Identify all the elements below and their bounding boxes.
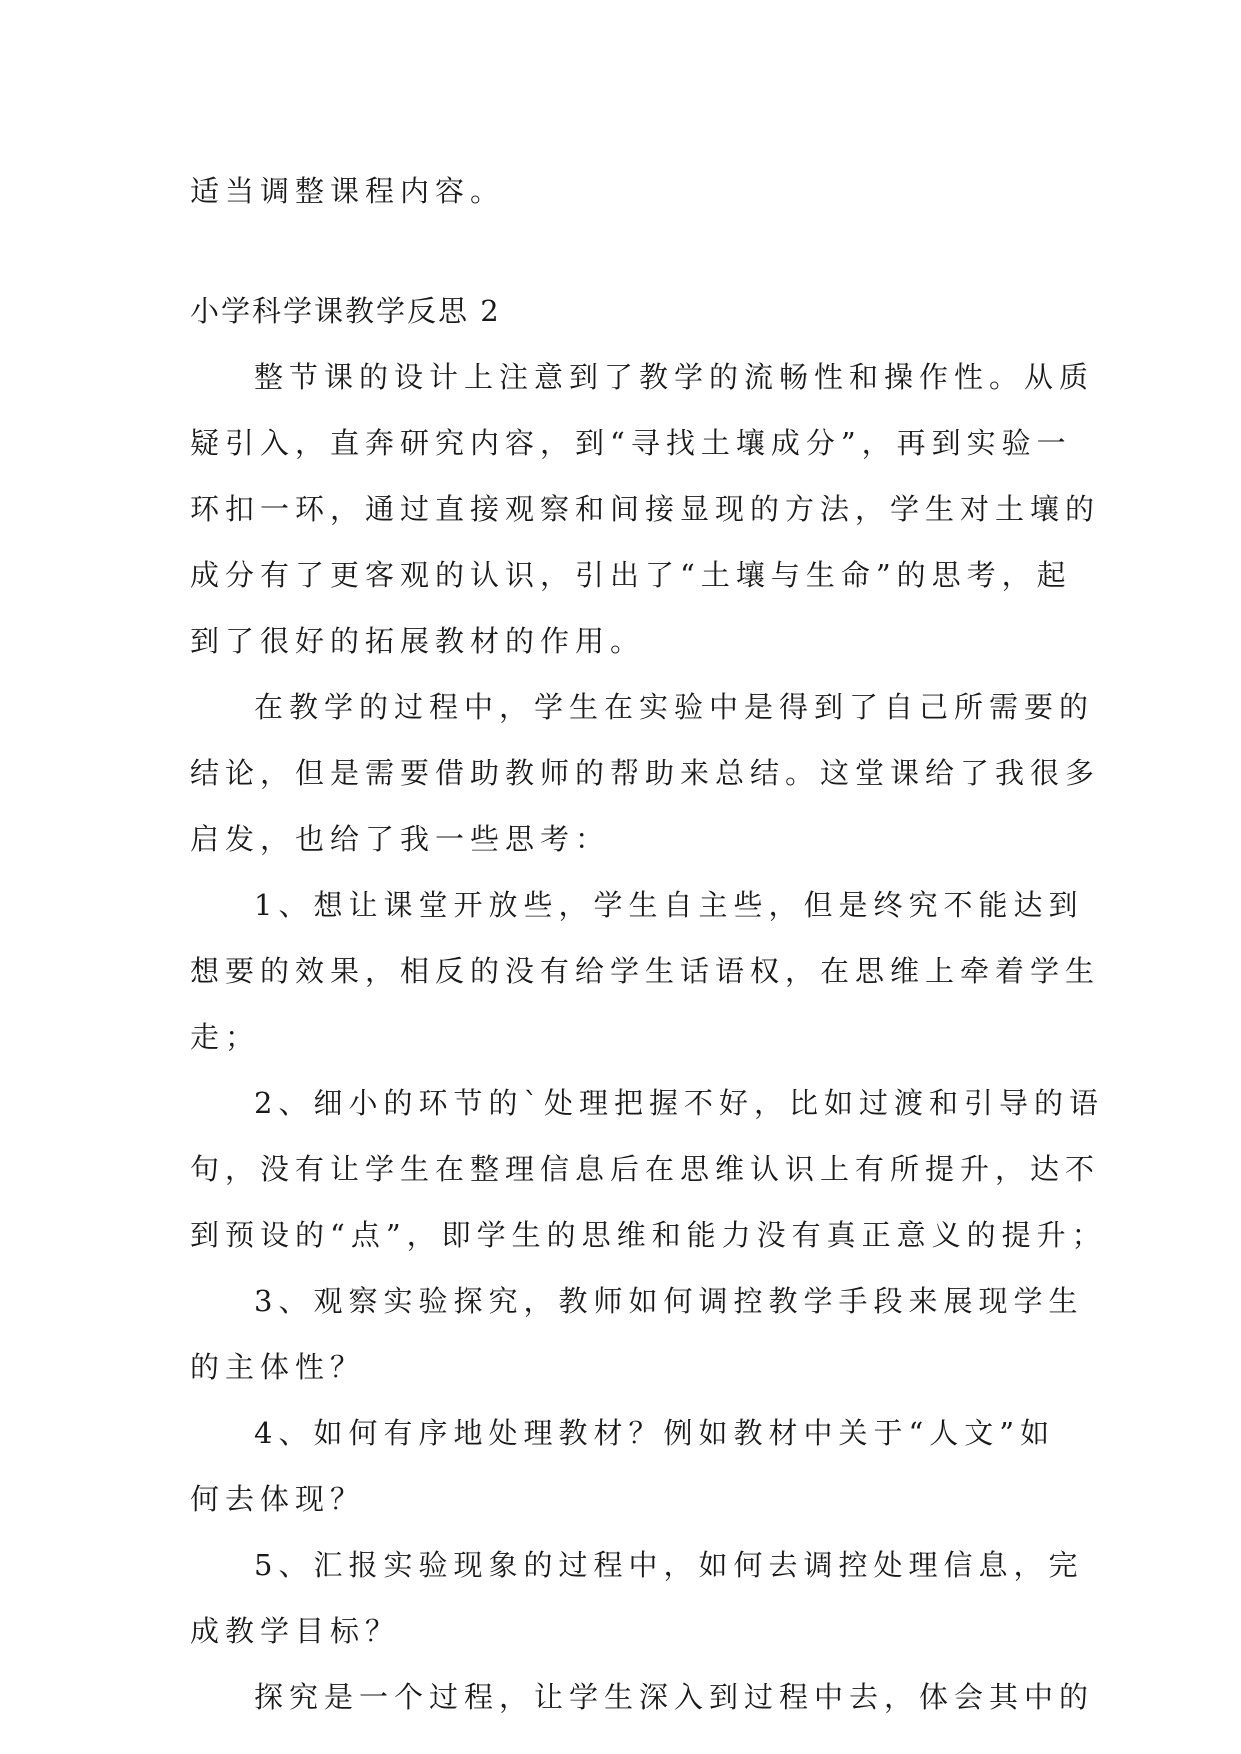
text-line: 1、想让课堂开放些，学生自主些，但是终究不能达到 [254, 888, 1084, 922]
text-line: 整节课的设计上注意到了教学的流畅性和操作性。从质 [254, 360, 1095, 394]
continuation-line: 适当调整课程内容。 [190, 174, 506, 208]
text-line: 探究是一个过程，让学生深入到过程中去，体会其中的 [254, 1680, 1095, 1714]
text-line: 疑引入，直奔研究内容，到“寻找土壤成分”，再到实验一 [190, 426, 1072, 460]
text-line: 启发，也给了我一些思考： [190, 822, 611, 856]
text-line: 结论，但是需要借助教师的帮助来总结。这堂课给了我很多 [190, 756, 1101, 790]
text-line: 的主体性？ [190, 1350, 366, 1384]
text-line: 4、如何有序地处理教材？例如教材中关于“人文”如 [254, 1416, 1056, 1450]
text-line: 5、汇报实验现象的过程中，如何去调控处理信息，完 [254, 1548, 1084, 1582]
text-line: 到了很好的拓展教材的作用。 [190, 624, 646, 658]
text-line: 在教学的过程中，学生在实验中是得到了自己所需要的 [254, 690, 1095, 724]
document-body [190, 158, 1107, 1730]
text-line: 环扣一环，通过直接观察和间接显现的方法，学生对土壤的 [190, 492, 1101, 526]
text-line: 句，没有让学生在整理信息后在思维认识上有所提升，达不 [190, 1152, 1101, 1186]
text-line: 3、观察实验探究，教师如何调控教学手段来展现学生 [254, 1284, 1084, 1318]
text-line: 到预设的“点”，即学生的思维和能力没有真正意义的提升； [190, 1218, 1107, 1252]
text-line: 想要的效果，相反的没有给学生话语权，在思维上牵着学生 [190, 954, 1101, 988]
text-line: 2、细小的环节的`处理把握不好，比如过渡和引导的语 [254, 1086, 1104, 1120]
section-title: 小学科学课教学反思 2 [190, 294, 501, 328]
text-line: 成教学目标？ [190, 1614, 401, 1648]
text-line: 走； [190, 1020, 261, 1054]
paragraph-lines [190, 344, 1107, 1730]
text-line: 何去体现？ [190, 1482, 366, 1516]
text-line: 成分有了更客观的认识，引出了“土壤与生命”的思考，起 [190, 558, 1072, 592]
